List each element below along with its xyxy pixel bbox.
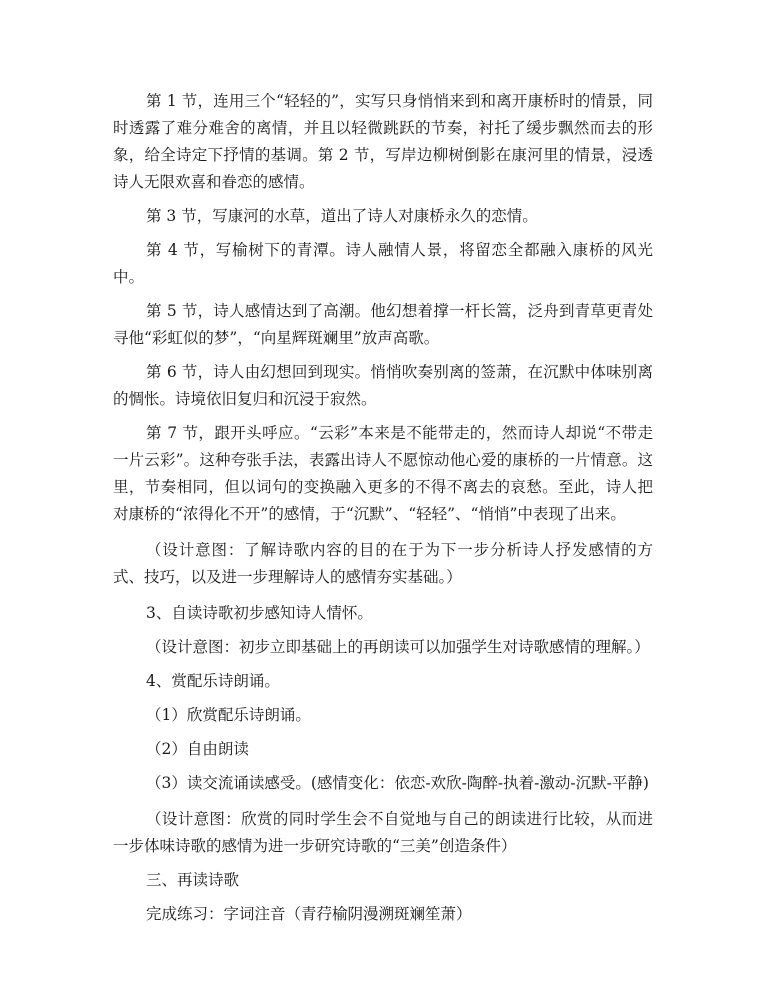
paragraph-section-4: 第 4 节，写榆树下的青潭。诗人融情人景，将留恋全都融入康桥的风光中。 bbox=[113, 241, 653, 286]
document-page bbox=[113, 88, 653, 935]
step-4-heading: 4、赏配乐诗朗诵。 bbox=[146, 672, 280, 690]
step-4-item-3: （3）读交流诵读感受。(感情变化：依恋-欢欣-陶醉-执着-激动-沉默-平静) bbox=[146, 774, 649, 792]
design-intent-note-2: （设计意图：初步立即基础上的再朗读可以加强学生对诗歌感情的理解。） bbox=[146, 638, 650, 656]
paragraph-section-1-2: 第 1 节，连用三个“轻轻的”，实写只身悄悄来到和离开康桥时的情景，同时透露了难分难舍的离情，并且以轻微跳跃的节奏，衬托了缓步飘然而去的形象，给全诗定下抒情的基调。第 2 节，写岸边柳树倒影在康河里的情景，浸透诗人无限欢喜和眷恋的感情。 bbox=[113, 92, 653, 191]
step-3-heading: 3、自读诗歌初步感知诗人情怀。 bbox=[146, 604, 373, 622]
paragraph-section-7: 第 7 节，跟开头呼应。“云彩”本来是不能带走的，然而诗人却说“不带走一片云彩”。这种夸张手法，表露出诗人不愿惊动他心爱的康桥的一片情意。这里，节奏相同，但以词句的变换融入更多的不得不离去的哀愁。至此，诗人把对康桥的“浓得化不开”的感情，于“沉默”、“轻轻”、“悄悄”中表现了出来。 bbox=[113, 424, 653, 523]
paragraph-section-5: 第 5 节，诗人感情达到了高潮。他幻想着撑一杆长篙，泛舟到青草更青处寻他“彩虹似的梦”，“向星辉斑斓里”放声高歌。 bbox=[113, 302, 653, 347]
step-4-item-1: （1）欣赏配乐诗朗诵。 bbox=[146, 706, 311, 724]
design-intent-note-1: （设计意图：了解诗歌内容的目的在于为下一步分析诗人抒发感情的方式、技巧，以及进一步理解诗人的感情夯实基础。） bbox=[113, 541, 653, 586]
paragraph-section-6: 第 6 节，诗人由幻想回到现实。悄悄吹奏别离的签萧，在沉默中体味别离的惆怅。诗境依旧复归和沉浸于寂然。 bbox=[113, 363, 653, 408]
step-4-item-2: （2）自由朗读 bbox=[146, 740, 249, 758]
design-intent-note-3: （设计意图：欣赏的同时学生会不自觉地与自己的朗读进行比较，从而进一步体味诗歌的感情为进一步研究诗歌的“三美”创造条件） bbox=[113, 810, 653, 855]
section-3-heading: 三、再读诗歌 bbox=[146, 871, 240, 889]
paragraph-section-3: 第 3 节，写康河的水草，道出了诗人对康桥永久的恋情。 bbox=[146, 207, 538, 225]
exercise-line: 完成练习：字词注音（青荇榆阴漫溯斑斓笙萧） bbox=[146, 905, 472, 923]
